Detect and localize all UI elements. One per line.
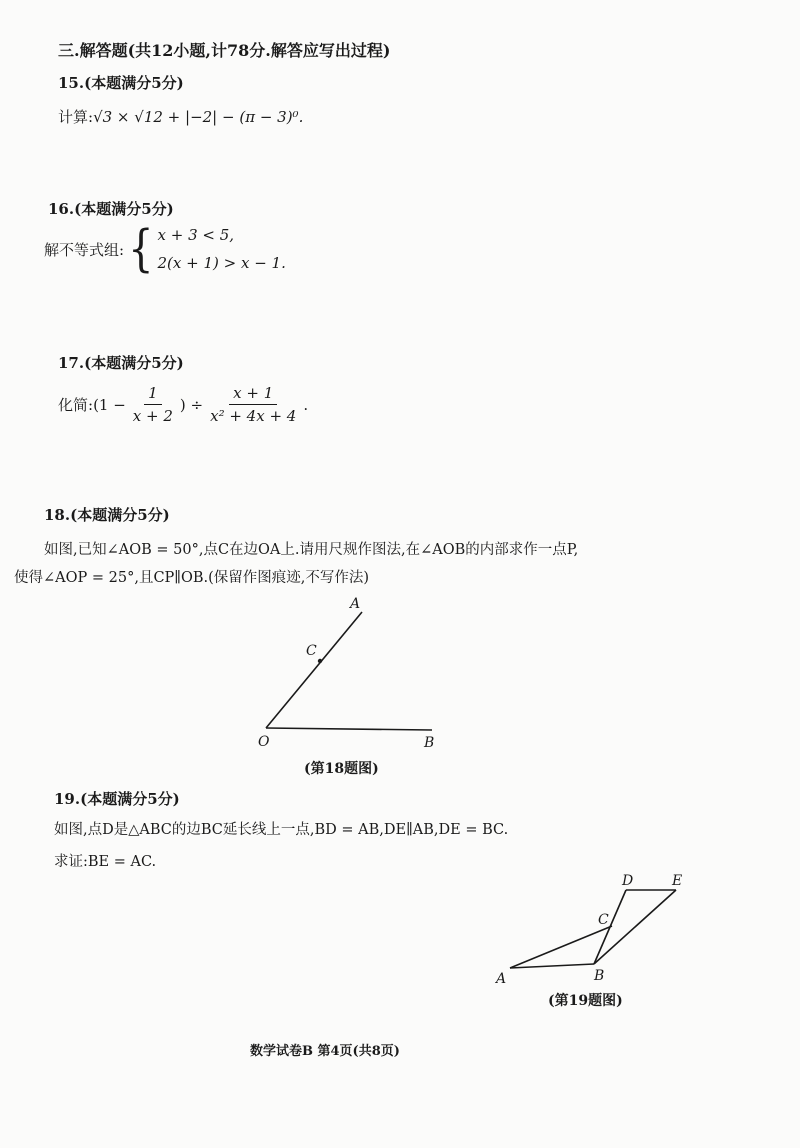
ray-oa bbox=[266, 612, 362, 728]
q15-expression: √3 × √12 + |−2| − (π − 3)⁰. bbox=[93, 108, 304, 126]
q18-line-1: 如图,已知∠AOB = 50°,点C在边OA上.请用尺规作图法,在∠AOB的内部求作一点P, bbox=[44, 542, 579, 558]
q19-figure bbox=[490, 868, 700, 986]
label-c: C bbox=[306, 643, 317, 659]
q16-prompt: 解不等式组: bbox=[44, 240, 125, 259]
label-d: D bbox=[622, 873, 634, 889]
q17-fraction-2-denominator: x² + 4x + 4 bbox=[210, 407, 297, 425]
q17-fraction-1 bbox=[129, 384, 177, 425]
q17-fraction-1-denominator: x + 2 bbox=[132, 407, 173, 425]
ray-ob bbox=[266, 728, 432, 730]
q15-prompt: 计算: bbox=[58, 108, 94, 126]
inequality-lines bbox=[158, 226, 286, 272]
label-a: A bbox=[350, 596, 361, 612]
left-brace-icon: { bbox=[128, 220, 154, 278]
q18-figure bbox=[240, 590, 460, 760]
q19-heading: 19.(本题满分5分) bbox=[54, 790, 180, 808]
q19-line-1: 如图,点D是△ABC的边BC延长线上一点,BD = AB,DE∥AB,DE = BC. bbox=[54, 822, 509, 838]
label-c: C bbox=[598, 912, 609, 928]
q18-heading: 18.(本题满分5分) bbox=[44, 506, 170, 524]
q16-heading: 16.(本题满分5分) bbox=[48, 200, 174, 218]
q16-system bbox=[44, 220, 286, 278]
q15-heading: 15.(本题满分5分) bbox=[58, 74, 184, 92]
q17-mid: ) ÷ bbox=[179, 395, 204, 414]
point-c-dot bbox=[318, 659, 322, 663]
label-b: B bbox=[424, 735, 435, 751]
q18-figure-caption: (第18题图) bbox=[304, 761, 379, 777]
q17-end: . bbox=[303, 395, 309, 414]
q15-line bbox=[58, 106, 303, 127]
segment-ab bbox=[510, 964, 594, 968]
q17-prompt: 化简: bbox=[58, 396, 94, 414]
q19-figure-caption: (第19题图) bbox=[548, 993, 623, 1009]
q17-expression bbox=[58, 384, 308, 425]
label-o: O bbox=[258, 734, 270, 750]
label-b: B bbox=[594, 968, 605, 984]
q17-heading: 17.(本题满分5分) bbox=[58, 354, 184, 372]
q17-open: (1 − bbox=[93, 395, 126, 414]
label-a: A bbox=[496, 971, 507, 986]
q17-fraction-1-numerator: 1 bbox=[144, 384, 162, 405]
q19-line-2: 求证:BE = AC. bbox=[54, 854, 157, 870]
inequality-2: 2(x + 1) > x − 1. bbox=[157, 254, 286, 272]
q17-fraction-2-numerator: x + 1 bbox=[229, 384, 277, 405]
inequality-1: x + 3 < 5, bbox=[157, 226, 235, 244]
q18-line-2: 使得∠AOP = 25°,且CP∥OB.(保留作图痕迹,不写作法) bbox=[14, 570, 370, 586]
page-footer: 数学试卷B 第4页(共8页) bbox=[250, 1044, 400, 1059]
label-e: E bbox=[672, 873, 683, 889]
section-title: 三.解答题(共12小题,计78分.解答应写出过程) bbox=[58, 41, 391, 60]
q17-fraction-2 bbox=[206, 384, 300, 425]
